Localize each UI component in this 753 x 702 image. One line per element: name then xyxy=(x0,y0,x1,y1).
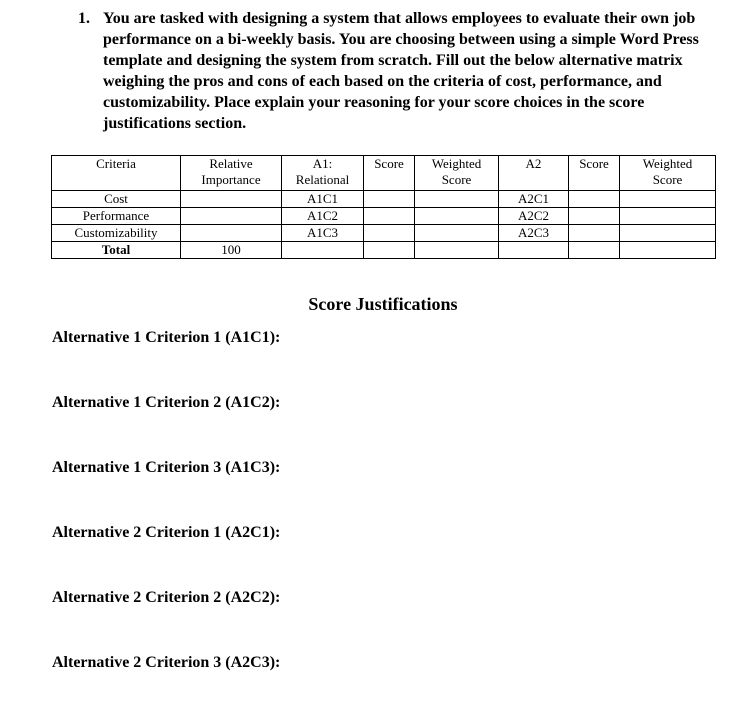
cell-importance[interactable] xyxy=(181,191,282,208)
cell-score-1[interactable] xyxy=(364,225,415,242)
header-weighted-score-1: Weighted Score xyxy=(415,156,499,191)
header-relative-importance: Relative Importance xyxy=(181,156,282,191)
cell-a1 xyxy=(282,242,364,259)
table-row-total xyxy=(52,242,716,259)
cell-a2: A2C2 xyxy=(499,208,569,225)
cell-importance: 100 xyxy=(181,242,282,259)
justification-a2c1: Alternative 2 Criterion 1 (A2C1): xyxy=(52,524,281,541)
table-row xyxy=(52,208,716,225)
cell-criteria: Total xyxy=(52,242,181,259)
cell-weighted-2[interactable] xyxy=(620,191,716,208)
cell-score-1[interactable] xyxy=(364,191,415,208)
justification-a1c1: Alternative 1 Criterion 1 (A1C1): xyxy=(52,329,281,346)
header-weighted-score-2: Weighted Score xyxy=(620,156,716,191)
cell-a1: A1C3 xyxy=(282,225,364,242)
justification-a1c2: Alternative 1 Criterion 2 (A1C2): xyxy=(52,394,281,411)
cell-criteria: Performance xyxy=(52,208,181,225)
cell-score-2[interactable] xyxy=(569,225,620,242)
cell-score-2[interactable] xyxy=(569,191,620,208)
cell-a2: A2C1 xyxy=(499,191,569,208)
header-criteria: Criteria xyxy=(52,156,181,191)
cell-a2: A2C3 xyxy=(499,225,569,242)
cell-weighted-1[interactable] xyxy=(415,208,499,225)
table-header-row xyxy=(52,156,716,191)
alternative-matrix-table xyxy=(51,155,716,259)
table-row xyxy=(52,191,716,208)
cell-weighted-1[interactable] xyxy=(415,242,499,259)
cell-weighted-2[interactable] xyxy=(620,225,716,242)
score-justifications-heading: Score Justifications xyxy=(308,294,458,314)
justification-a1c3: Alternative 1 Criterion 3 (A1C3): xyxy=(52,459,281,476)
header-score-1: Score xyxy=(364,156,415,191)
cell-weighted-2[interactable] xyxy=(620,242,716,259)
header-a1: A1: Relational xyxy=(282,156,364,191)
cell-score-1[interactable] xyxy=(364,208,415,225)
cell-criteria: Cost xyxy=(52,191,181,208)
cell-score-2[interactable] xyxy=(569,242,620,259)
question-number: 1. xyxy=(78,10,90,27)
justification-a2c3: Alternative 2 Criterion 3 (A2C3): xyxy=(52,654,281,671)
cell-a1: A1C1 xyxy=(282,191,364,208)
question-text: You are tasked with designing a system that allows employees to evaluate their own job performance on a bi-weekly basis. You are choosing between using a simple Word Press template and designing the system from scratch. Fill out the below alternative matrix weighing the pros and cons of each based on the criteria of cost, performance, and customizability. Place explain your reasoning for your score choices in the score justifications section. xyxy=(103,10,699,132)
question xyxy=(78,8,718,134)
cell-a2 xyxy=(499,242,569,259)
cell-importance[interactable] xyxy=(181,225,282,242)
table-row xyxy=(52,225,716,242)
header-score-2: Score xyxy=(569,156,620,191)
cell-criteria: Customizability xyxy=(52,225,181,242)
justification-a2c2: Alternative 2 Criterion 2 (A2C2): xyxy=(52,589,281,606)
cell-score-2[interactable] xyxy=(569,208,620,225)
cell-importance[interactable] xyxy=(181,208,282,225)
cell-a1: A1C2 xyxy=(282,208,364,225)
header-a2: A2 xyxy=(499,156,569,191)
cell-weighted-1[interactable] xyxy=(415,225,499,242)
cell-score-1[interactable] xyxy=(364,242,415,259)
cell-weighted-2[interactable] xyxy=(620,208,716,225)
cell-weighted-1[interactable] xyxy=(415,191,499,208)
